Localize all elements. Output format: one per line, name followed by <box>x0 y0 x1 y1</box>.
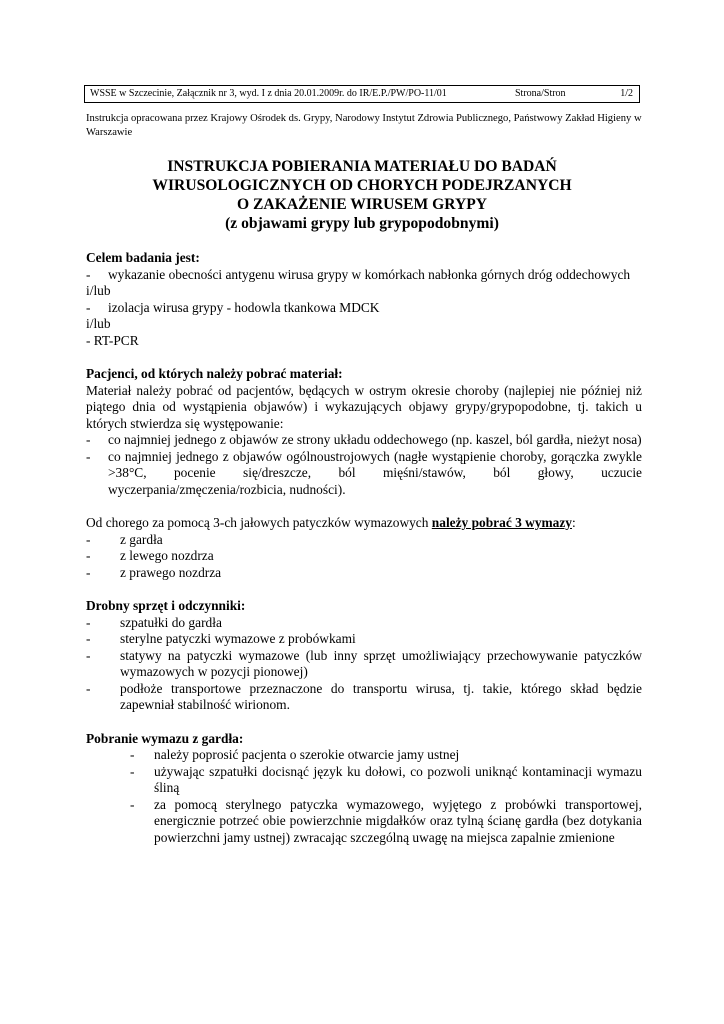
document-body <box>86 250 642 846</box>
swab-lead-end: : <box>572 515 576 530</box>
list-item: - izolacja wirusa grypy - hodowla tkankowa MDCK <box>86 299 380 315</box>
section-throat-swab-heading: Pobranie wymazu z gardła: <box>86 730 244 746</box>
list-item: - należy poprosić pacjenta o szerokie otwarcie jamy ustnej <box>130 747 460 762</box>
authorship-note: Instrukcja opracowana przez Krajowy Ośrodek ds. Grypy, Narodowy Instytut Zdrowia Publicznego, Państwowy Zakład Higieny w Warszawie <box>86 113 642 138</box>
list-item-text: co najmniej jednego z objawów ze strony układu oddechowego (np. kaszel, ból gardła, nieżyt nosa) <box>108 432 642 447</box>
list-item-text: sterylne patyczki wymazowe z probówkami <box>120 631 356 646</box>
list-item-text: z gardła <box>120 531 163 547</box>
list-item-text: z prawego nozdrza <box>120 564 222 580</box>
swab-lead-text: Od chorego za pomocą 3-ch jałowych patyczków wymazowych <box>86 515 432 530</box>
list-item-text: używając szpatułki docisnąć język ku dołowi, co pozwoli uniknąć kontaminacji wymazu śliną <box>154 763 642 795</box>
list-item: - podłoże transportowe przeznaczone do transportu wirusa, tj. takie, którego skład będzie zapewniał stabilność wirionom. <box>86 680 642 712</box>
list-item-text: statywy na patyczki wymazowe (lub inny sprzęt umożliwiający przechowywanie patyczków wymazowych w pozycji pionowej) <box>120 647 642 679</box>
list-item-text: co najmniej jednego z objawów ogólnoustrojowych (nagłe wystąpienie choroby, gorączka zwykle >38°C, pocenie się/dreszcze, ból mięśni/stawów, ból głowy, uczucie wyczerpania/zmęczenia/rozbicia, nudności). <box>108 448 642 497</box>
or-label: i/lub <box>86 283 111 298</box>
list-item: - RT-PCR <box>86 332 139 348</box>
list-item-text: z lewego nozdrza <box>120 548 214 563</box>
list-item: - z gardła <box>86 531 163 547</box>
title-line-2: WIRUSOLOGICZNYCH OD CHORYCH PODEJRZANYCH <box>152 177 572 194</box>
list-item: - sterylne patyczki wymazowe z probówkami <box>86 631 356 646</box>
list-item-text: podłoże transportowe przeznaczone do transportu wirusa, tj. takie, którego skład będzie zapewniał stabilność wirionom. <box>120 680 642 712</box>
section-patients-heading: Pacjenci, od których należy pobrać materiał: <box>86 366 343 381</box>
document-header <box>84 85 640 103</box>
title-line-1: INSTRUKCJA POBIERANIA MATERIAŁU DO BADAŃ <box>167 158 557 175</box>
list-item: - co najmniej jednego z objawów ze strony układu oddechowego (np. kaszel, ból gardła, nieżyt nosa) <box>86 432 642 447</box>
swab-instruction <box>86 515 642 532</box>
list-item: - z lewego nozdrza <box>86 548 214 563</box>
list-item: - używając szpatułki docisnąć język ku dołowi, co pozwoli uniknąć kontaminacji wymazu śliną <box>130 763 642 795</box>
list-item: - z prawego nozdrza <box>86 564 222 580</box>
list-item: - za pomocą sterylnego patyczka wymazowego, wyjętego z probówki transportowej, energicznie potrzeć obie powierzchnie migdałków oraz tylną ścianę gardła (bez dotykania powierzchni jamy ustnej) zwracając szczególną uwagę na miejsca zapalnie zmienione <box>130 796 642 845</box>
list-item: - statywy na patyczki wymazowe (lub inny sprzęt umożliwiający przechowywanie patyczków wymazowych w pozycji pionowej) <box>86 647 642 679</box>
list-item: - co najmniej jednego z objawów ogólnoustrojowych (nagłe wystąpienie choroby, gorączka zwykle >38°C, pocenie się/dreszcze, ból mięśni/stawów, ból głowy, uczucie wyczerpania/zmęczenia/rozbicia, nudności). <box>86 448 642 497</box>
swab-emphasis: należy pobrać 3 wymazy <box>431 515 573 530</box>
section-equipment-heading: Drobny sprzęt i odczynniki: <box>86 598 246 613</box>
list-item-text: za pomocą sterylnego patyczka wymazowego, wyjętego z probówki transportowej, energicznie potrzeć obie powierzchnie migdałków oraz tylną ścianę gardła (bez dotykania powierzchni jamy ustnej) zwracając szczególną uwagę na miejsca zapalnie zmienione <box>154 796 642 845</box>
header-page-number: 1/2 <box>620 88 633 99</box>
paragraph: Materiał należy pobrać od pacjentów, będących w ostrym okresie choroby (najlepiej nie później niż piątego dnia od wystąpienia objawów) i wykazujących objawy grypy/grypopodobne, tj. takich u których stwierdza się występowanie: <box>86 382 642 431</box>
list-item: - szpatułki do gardła <box>86 614 222 630</box>
list-item: - wykazanie obecności antygenu wirusa grypy w komórkach nabłonka górnych dróg oddechowych <box>86 266 631 282</box>
title-line-4: (z objawami grypy lub grypopodobnymi) <box>225 215 499 232</box>
or-label: i/lub <box>86 316 111 331</box>
header-page-label: Strona/Stron <box>515 88 566 99</box>
list-item-text: szpatułki do gardła <box>120 614 222 630</box>
document-title <box>86 157 638 233</box>
header-reference: WSSE w Szczecinie, Załącznik nr 3, wyd. I z dnia 20.01.2009r. do IR/E.P./PW/PO-11/01 <box>90 88 447 99</box>
list-item-text: wykazanie obecności antygenu wirusa grypy w komórkach nabłonka górnych dróg oddechowych <box>108 266 631 282</box>
list-item-text: izolacja wirusa grypy - hodowla tkankowa MDCK <box>108 299 380 315</box>
title-line-3: O ZAKAŻENIE WIRUSEM GRYPY <box>237 196 487 213</box>
section-purpose-heading: Celem badania jest: <box>86 250 200 265</box>
list-item-text: należy poprosić pacjenta o szerokie otwarcie jamy ustnej <box>154 747 460 762</box>
